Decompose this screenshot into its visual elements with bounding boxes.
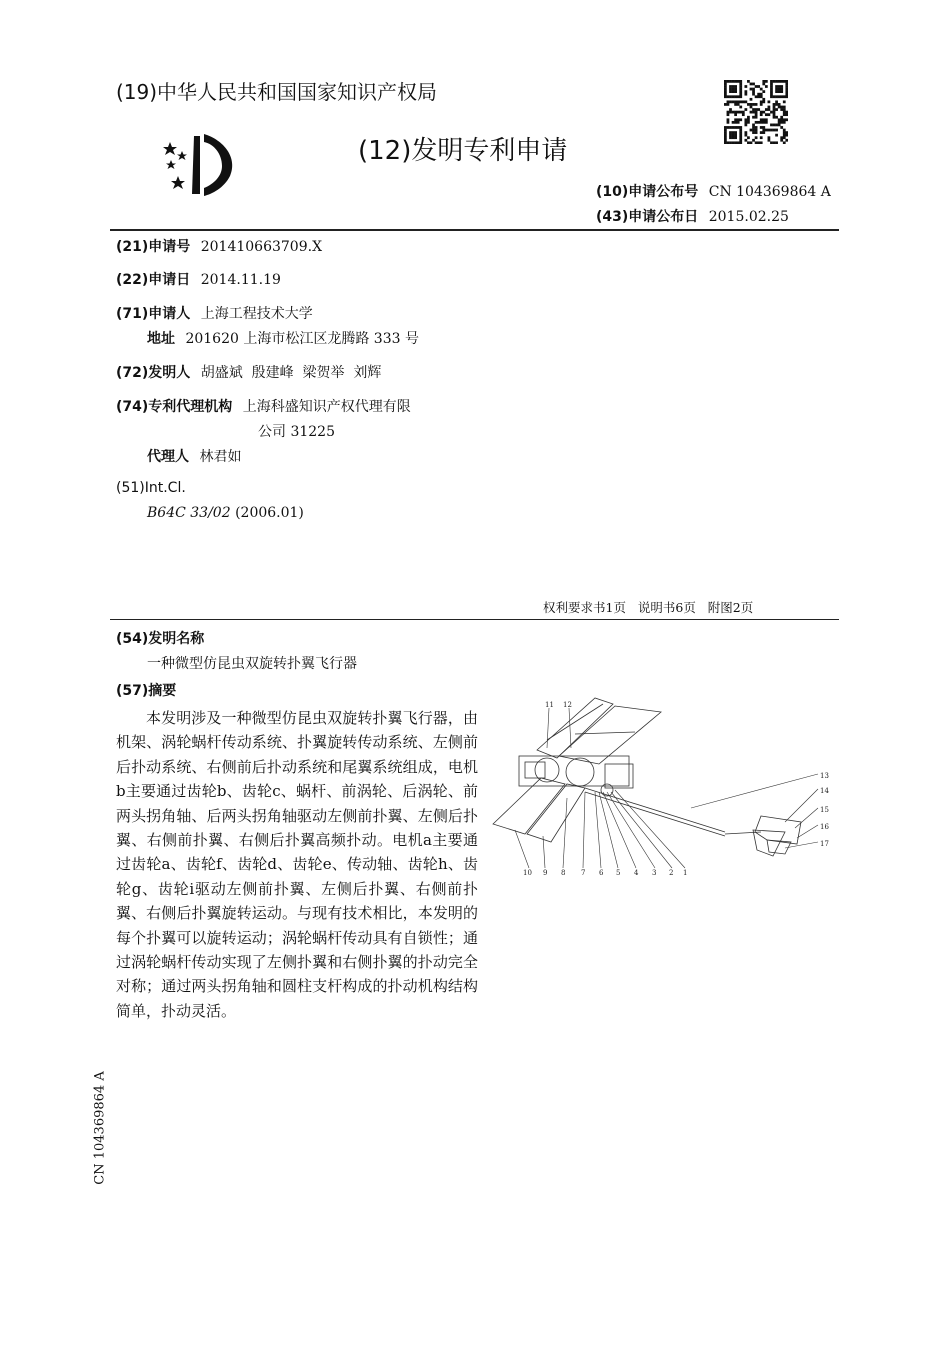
qr-code-icon — [724, 80, 788, 144]
counts-divider — [110, 619, 839, 620]
application-date-label: (22)申请日 — [116, 272, 191, 288]
figure-label-9: 9 — [543, 869, 548, 877]
figure-label-10: 10 — [523, 869, 532, 877]
application-date-value: 2014.11.19 — [200, 272, 281, 288]
agency-value-line2: 公司 31225 — [258, 424, 335, 440]
abstract-text: 本发明涉及一种微型仿昆虫双旋转扑翼飞行器，由机架、涡轮蜗杆传动系统、扑翼旋转传动系统、左侧前后扑动系统、右侧前后扑动系统和尾翼系统组成，电机b主要通过齿轮b、齿轮c、蜗杆、前涡轮、后涡轮、前两头拐角轴、后两头拐角轴驱动左侧前扑翼、左侧后扑翼、右侧前扑翼、右侧后扑翼高频扑动。电机a主要通过齿轮a、齿轮f、齿轮d、齿轮e、传动轴、齿轮h、齿轮g、齿轮i驱动左侧前扑翼、左侧后扑翼、右侧前扑翼、右侧后扑翼旋转运动。与现有技术相比，本发明的每个扑翼可以旋转运动；涡轮蜗杆传动具有自锁性；通过涡轮蜗杆传动实现了左侧扑翼和右侧扑翼的扑动完全对称；通过两头拐角轴和圆柱支杆构成的扑动机构结构简单，扑动灵活。 — [116, 709, 478, 1020]
document-type: (12)发明专利申请 — [358, 136, 568, 166]
publication-number-label: (10)申请公布号 — [596, 184, 699, 200]
tail-assembly — [725, 816, 801, 856]
applicant-row — [116, 303, 313, 323]
agency-row — [116, 396, 411, 416]
agency-value-line1: 上海科盛知识产权代理有限 — [242, 399, 411, 415]
publication-number-row — [596, 181, 831, 201]
figure-label-17: 17 — [820, 840, 829, 848]
invention-title: 一种微型仿昆虫双旋转扑翼飞行器 — [147, 656, 357, 672]
upper-wing-right — [559, 706, 661, 764]
figure-label-14: 14 — [820, 787, 829, 795]
figure-label-15: 15 — [820, 806, 829, 814]
intcl-year: (2006.01) — [235, 505, 304, 521]
figure-label-6: 6 — [599, 869, 604, 877]
application-date-row — [116, 269, 281, 289]
agent-label: 代理人 — [147, 449, 189, 465]
abstract-label: (57)摘要 — [116, 683, 177, 699]
inventor-value: 胡盛斌 殷建峰 梁贺举 刘辉 — [200, 365, 382, 381]
applicant-value: 上海工程技术大学 — [200, 306, 313, 322]
application-number-row — [116, 236, 322, 256]
figure-label-1: 1 — [683, 869, 688, 877]
figure-label-7: 7 — [581, 869, 586, 877]
figure-label-16: 16 — [820, 823, 829, 831]
publication-date-value: 2015.02.25 — [708, 209, 789, 225]
intcl-class: B64C 33/02 — [147, 505, 231, 521]
lower-wing-left — [493, 778, 565, 834]
invention-title-label: (54)发明名称 — [116, 631, 205, 647]
figure-label-8: 8 — [561, 869, 566, 877]
abstract-figure — [485, 692, 840, 887]
figure-label-12: 12 — [563, 701, 572, 709]
cnipa-logo-icon — [158, 130, 244, 200]
figure-label-11: 11 — [545, 701, 554, 709]
body-frame — [519, 756, 725, 836]
agent-value: 林君如 — [199, 449, 242, 465]
figure-label-4: 4 — [634, 869, 639, 877]
figure-label-2: 2 — [669, 869, 674, 877]
agent-row — [147, 446, 241, 466]
address-value: 201620 上海市松江区龙腾路 333 号 — [185, 331, 419, 347]
inventor-label: (72)发明人 — [116, 365, 191, 381]
application-number-label: (21)申请号 — [116, 239, 191, 255]
figure-label-3: 3 — [652, 869, 657, 877]
address-row — [147, 328, 419, 348]
page-counts: 权利要求书1页 说明书6页 附图2页 — [543, 600, 754, 615]
side-document-number — [80, 1068, 120, 1188]
header-divider — [110, 229, 839, 231]
figure-label-5: 5 — [616, 869, 621, 877]
inventor-row — [116, 362, 381, 382]
intcl-label: (51)Int.Cl. — [116, 480, 186, 496]
side-document-number-text: CN 104369864 A — [92, 1071, 108, 1185]
address-label: 地址 — [147, 331, 175, 347]
publication-number-value: CN 104369864 A — [708, 184, 831, 200]
office-name: (19)中华人民共和国国家知识产权局 — [116, 80, 438, 104]
publication-date-label: (43)申请公布日 — [596, 209, 699, 225]
intcl-row — [147, 505, 304, 521]
figure-label-13: 13 — [820, 772, 829, 780]
lower-wing-right — [527, 784, 585, 842]
applicant-label: (71)申请人 — [116, 306, 191, 322]
publication-date-row — [596, 206, 789, 226]
agency-label: (74)专利代理机构 — [116, 399, 233, 415]
application-number-value: 201410663709.X — [200, 239, 323, 255]
